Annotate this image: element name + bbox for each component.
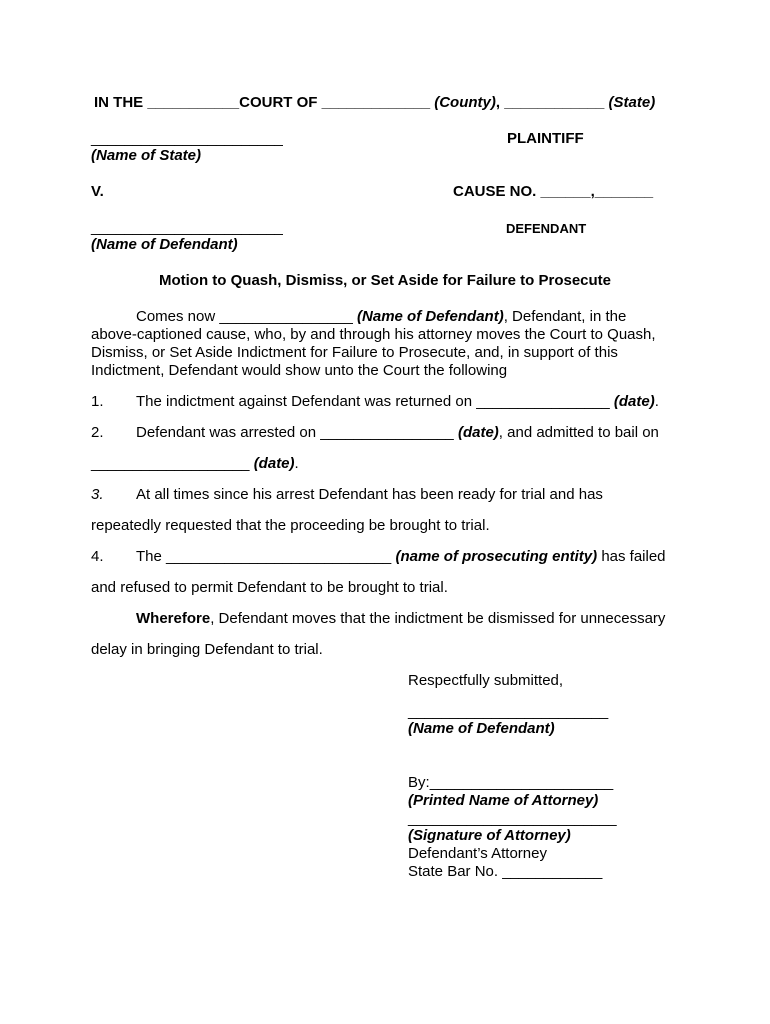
county-label: (County) bbox=[434, 94, 496, 111]
bar-no-label: State Bar No. bbox=[408, 863, 499, 880]
attorney-by-line bbox=[408, 774, 613, 792]
comes-now-text: Comes now bbox=[136, 308, 216, 325]
bar-no-blank[interactable]: ____________ bbox=[502, 863, 603, 880]
item-4-number: 4. bbox=[91, 548, 104, 565]
item-2-continuation bbox=[91, 455, 299, 473]
in-the-text: IN THE bbox=[94, 94, 144, 111]
item-2-arrest-date-blank[interactable]: ________________ bbox=[320, 424, 454, 441]
item-3-number: 3. bbox=[91, 486, 104, 503]
item-2-bail-date-label: (date) bbox=[253, 455, 295, 472]
intro-paragraph bbox=[91, 308, 676, 380]
wherefore-text: , Defendant moves that the indictment be dismissed for unnecessary bbox=[210, 610, 666, 627]
defendant-name-label: (Name of Defendant) bbox=[91, 236, 238, 253]
intro-name-blank[interactable]: ________________ bbox=[219, 308, 353, 325]
item-1 bbox=[91, 393, 659, 411]
court-of-text: COURT OF bbox=[239, 94, 318, 111]
respectfully-submitted: Respectfully submitted, bbox=[408, 672, 564, 689]
defendants-attorney-text: Defendant’s Attorney bbox=[408, 845, 547, 862]
item-1-date-label: (date) bbox=[613, 393, 655, 410]
attorney-signature-line[interactable]: _________________________ bbox=[408, 810, 617, 827]
wherefore-line-2: delay in bringing Defendant to trial. bbox=[91, 641, 323, 658]
motion-title: Motion to Quash, Dismiss, or Set Aside for Failure to Prosecute bbox=[158, 272, 612, 289]
attorney-signature-label: (Signature of Attorney) bbox=[408, 827, 571, 844]
item-4-entity-label: (name of prosecuting entity) bbox=[395, 548, 598, 565]
state-name-label: (Name of State) bbox=[91, 147, 202, 164]
county-blank[interactable]: _____________ bbox=[321, 94, 431, 111]
item-2-bail-text: , and admitted to bail on bbox=[498, 424, 659, 441]
state-name-line[interactable]: _______________________ bbox=[91, 130, 283, 147]
item-3-line-2: repeatedly requested that the proceeding be brought to trial. bbox=[91, 517, 490, 534]
item-4-failed-text: has failed bbox=[601, 548, 666, 565]
cause-no-comma: , bbox=[590, 183, 595, 200]
printed-name-label: (Printed Name of Attorney) bbox=[408, 792, 599, 809]
item-3-line-1: At all times since his arrest Defendant has been ready for trial and has bbox=[136, 486, 603, 503]
item-1-date-blank[interactable]: ________________ bbox=[476, 393, 610, 410]
signature-defendant-label: (Name of Defendant) bbox=[408, 720, 555, 737]
item-4-entity-blank[interactable]: ___________________________ bbox=[166, 548, 392, 565]
cause-no-label: CAUSE NO. bbox=[453, 183, 537, 200]
cause-number bbox=[453, 183, 653, 201]
defendant-label: DEFENDANT bbox=[506, 221, 587, 236]
item-1-period: . bbox=[654, 393, 659, 410]
item-4 bbox=[91, 548, 666, 566]
defendant-name-line[interactable]: _______________________ bbox=[91, 219, 283, 236]
item-2-arrest-date-label: (date) bbox=[457, 424, 499, 441]
item-3 bbox=[91, 486, 603, 504]
by-blank[interactable]: ______________________ bbox=[429, 774, 614, 791]
header-comma: , bbox=[495, 94, 501, 111]
state-label: (State) bbox=[608, 94, 656, 111]
wherefore-line-1 bbox=[136, 610, 665, 628]
item-1-number: 1. bbox=[91, 393, 104, 410]
item-2-bail-date-blank[interactable]: ___________________ bbox=[91, 455, 250, 472]
wherefore-bold: Wherefore bbox=[136, 610, 211, 627]
plaintiff-label: PLAINTIFF bbox=[507, 130, 584, 147]
item-1-text: The indictment against Defendant was returned on bbox=[136, 393, 473, 410]
item-4-line-2: and refused to permit Defendant to be brought to trial. bbox=[91, 579, 448, 596]
item-4-text: The bbox=[136, 548, 162, 565]
item-2 bbox=[91, 424, 659, 442]
item-2-period: . bbox=[294, 455, 299, 472]
signature-defendant-line[interactable]: ________________________ bbox=[408, 703, 609, 720]
by-label: By: bbox=[408, 774, 430, 791]
state-blank[interactable]: ____________ bbox=[504, 94, 605, 111]
intro-name-label: (Name of Defendant) bbox=[357, 308, 504, 325]
cause-no-blank-1[interactable]: ______ bbox=[540, 183, 591, 200]
state-bar-number bbox=[408, 863, 602, 881]
court-name-blank[interactable]: ___________ bbox=[147, 94, 240, 111]
intro-body-text: , Defendant, in the above-captioned cause, who, by and through his attorney moves the Court to Quash, Dismiss, or Set Aside Indictment for Failure to Prosecute, and, in support of this Indictment, Defendant would show unto the Court the following bbox=[91, 308, 656, 379]
versus-label: V. bbox=[91, 183, 104, 200]
item-2-text: Defendant was arrested on bbox=[136, 424, 317, 441]
item-2-number: 2. bbox=[91, 424, 104, 441]
cause-no-blank-2[interactable]: _______ bbox=[594, 183, 654, 200]
court-header bbox=[94, 94, 655, 112]
